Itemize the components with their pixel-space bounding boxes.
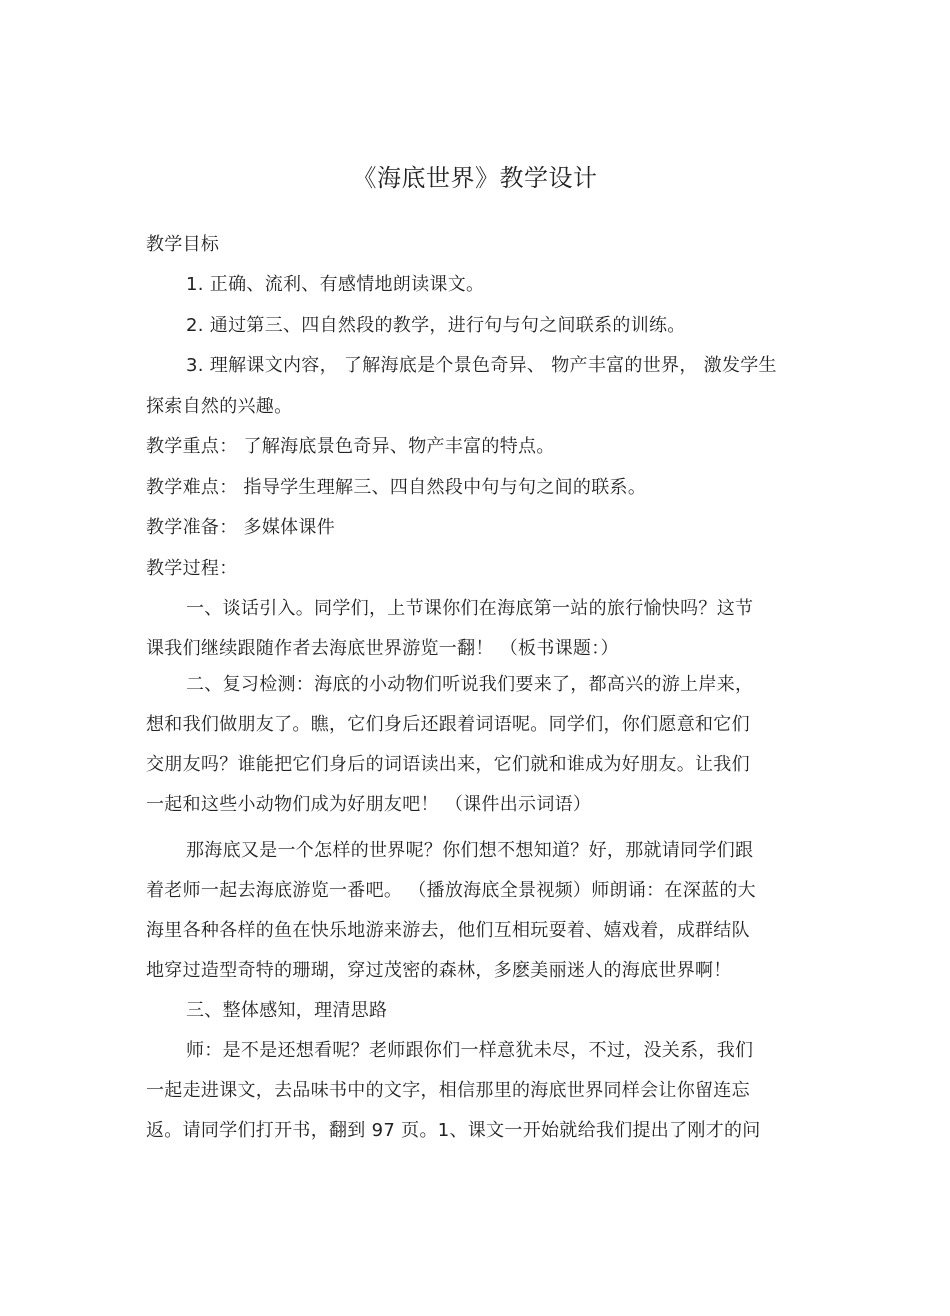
difficult-point: 教学难点： 指导学生理解三、四自然段中句与句之间的联系。 <box>146 477 647 498</box>
paragraph-line: 师：是不是还想看呢？老师跟你们一样意犹未尽，不过，没关系，我们 <box>186 1040 754 1061</box>
key-point: 教学重点： 了解海底景色奇异、物产丰富的特点。 <box>146 436 555 457</box>
preparation: 教学准备： 多媒体课件 <box>146 517 336 538</box>
paragraph-line: 三、整体感知，理清思路 <box>186 1000 388 1021</box>
paragraph-line: 着老师一起去海底游览一番吧。 （播放海底全景视频）师朗诵：在深蓝的大 <box>146 880 756 901</box>
paragraph-line: 返。请同学们打开书，翻到 97 页。1、课文一开始就给我们提出了刚才的问 <box>146 1120 761 1141</box>
goal-item-1: 1. 正确、流利、有感情地朗读课文。 <box>186 274 485 295</box>
section-heading-goals: 教学目标 <box>146 234 220 255</box>
paragraph-line: 二、复习检测：海底的小动物们听说我们要来了，都高兴的游上岸来， <box>186 674 754 695</box>
paragraph-line: 一起和这些小动物们成为好朋友吧！ （课件出示词语） <box>146 794 592 815</box>
paragraph-line: 地穿过造型奇特的珊瑚，穿过茂密的森林，多麽美丽迷人的海底世界啊！ <box>146 960 732 981</box>
paragraph-line: 课我们继续跟随作者去海底世界游览一翻！ （板书课题：） <box>146 638 619 659</box>
paragraph-line: 想和我们做朋友了。瞧，它们身后还跟着词语呢。同学们，你们愿意和它们 <box>146 714 750 735</box>
paragraph-line: 交朋友吗？谁能把它们身后的词语读出来，它们就和谁成为好朋友。让我们 <box>146 754 750 775</box>
paragraph-line: 那海底又是一个怎样的世界呢？你们想不想知道？好，那就请同学们跟 <box>186 840 754 861</box>
goal-item-2: 2. 通过第三、四自然段的教学，进行句与句之间联系的训练。 <box>186 315 686 336</box>
paragraph-line: 一起走进课文，去品味书中的文字，相信那里的海底世界同样会让你留连忘 <box>146 1080 750 1101</box>
goal-item-3-cont: 探索自然的兴趣。 <box>146 396 293 417</box>
paragraph-line: 海里各种各样的鱼在快乐地游来游去，他们互相玩耍着、嬉戏着，成群结队 <box>146 920 750 941</box>
paragraph-line: 一、谈话引入。同学们，上节课你们在海底第一站的旅行愉快吗？这节 <box>186 598 754 619</box>
goal-item-3: 3. 理解课文内容， 了解海底是个景色奇异、 物产丰富的世界， 激发学生 <box>186 355 777 376</box>
section-heading-process: 教学过程： <box>146 558 238 579</box>
document-title: 《海底世界》教学设计 <box>352 164 598 192</box>
